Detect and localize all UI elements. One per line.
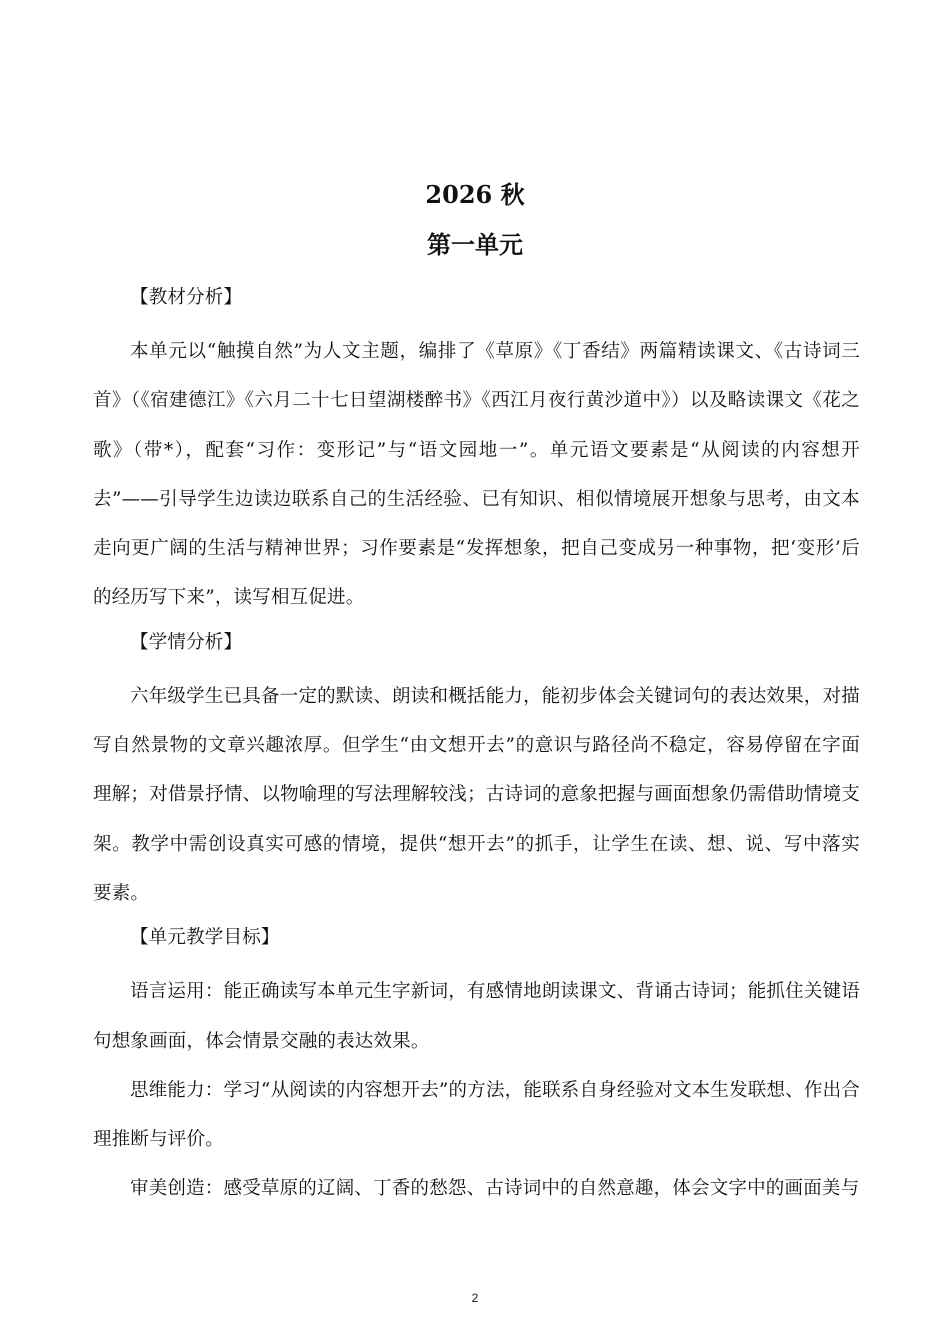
page-number: 2 — [471, 1291, 479, 1305]
textbook-analysis-paragraph: 本单元以“触摸自然”为人文主题，编排了《草原》《丁香结》两篇精读课文、《古诗词三首》（《宿建德江》《六月二十七日望湖楼醉书》《西江月夜行黄沙道中》）以及略读课文《花之歌》（带*），配套“习作：变形记”与“语文园地一”。单元语文要素是“从阅读的内容想开去”——引导学生边读边联系自己的生活经验、已有知识、相似情境展开想象与思考，由文本走向更广阔的生活与精神世界；习作要素是“发挥想象，把自己变成另一种事物，把‘变形’后的经历写下来”，读写相互促进。 — [93, 341, 860, 609]
learning-analysis-heading: 【学情分析】 — [130, 631, 243, 653]
textbook-analysis-heading: 【教材分析】 — [130, 287, 243, 308]
unit-goals-heading: 【单元教学目标】 — [130, 927, 280, 949]
unit-title: 第一单元 — [427, 230, 523, 259]
goal-language-paragraph: 语言运用：能正确读写本单元生字新词，有感情地朗读课文、背诵古诗词；能抓住关键语句想象画面，体会情景交融的表达效果。 — [93, 981, 860, 1052]
year-title: 2026 秋 — [425, 180, 525, 209]
document-body — [93, 280, 860, 1214]
goal-aesthetic-paragraph: 审美创造：感受草原的辽阔、丁香的愁怨、古诗词中的自然意趣，体会文字中的画面美与 — [130, 1178, 860, 1200]
goal-thinking-paragraph: 思维能力：学习“从阅读的内容想开去”的方法，能联系自身经验对文本生发联想、作出合理推断与评价。 — [93, 1079, 860, 1151]
learning-analysis-paragraph: 六年级学生已具备一定的默读、朗读和概括能力，能初步体会关键词句的表达效果，对描写自然景物的文章兴趣浓厚。但学生“由文想开去”的意识与路径尚不稳定，容易停留在字面理解；对借景抒情、以物喻理的写法理解较浅；古诗词的意象把握与画面想象仍需借助情境支架。教学中需创设真实可感的情境，提供“想开去”的抓手，让学生在读、想、说、写中落实要素。 — [93, 685, 860, 904]
